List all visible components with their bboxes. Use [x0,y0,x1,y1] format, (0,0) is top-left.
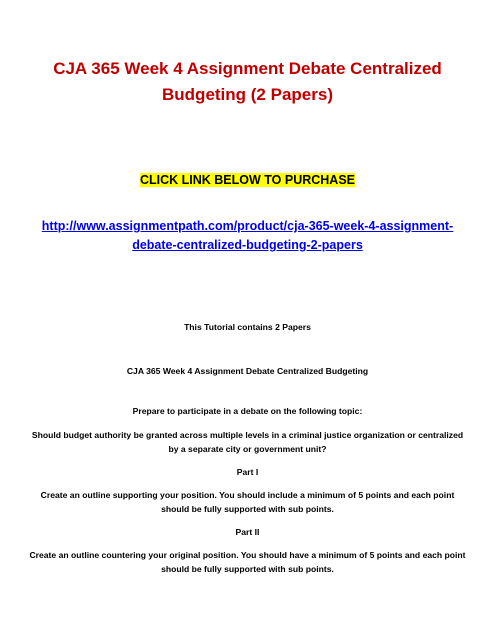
part-one-instructions: Create an outline supporting your position. You should include a minimum of 5 points and each point should be fully supported with sub points. [40,490,455,514]
purchase-prompt-highlight: CLICK LINK BELOW TO PURCHASE [139,173,356,187]
purchase-link[interactable]: http://www.assignmentpath.com/product/cja-365-week-4-assignment-debate-centralized-budgeting-2-papers [41,219,454,252]
part-two-heading: Part II [235,527,260,537]
part-one-heading: Part I [236,467,259,477]
document-title: CJA 365 Week 4 Assignment Debate Centralized Budgeting (2 Papers) [53,59,442,104]
debate-question: Should budget authority be granted across multiple levels in a criminal justice organization or centralized by a separate city or government unit? [31,430,464,454]
tutorial-note: This Tutorial contains 2 Papers [184,322,311,332]
purchase-prompt [20,172,475,188]
prepare-text: Prepare to participate in a debate on the following topic: [132,406,363,416]
part-two-instructions: Create an outline countering your original position. You should have a minimum of 5 points and each point should be fully supported with sub points. [29,550,466,574]
assignment-subtitle: CJA 365 Week 4 Assignment Debate Centralized Budgeting [126,366,369,376]
